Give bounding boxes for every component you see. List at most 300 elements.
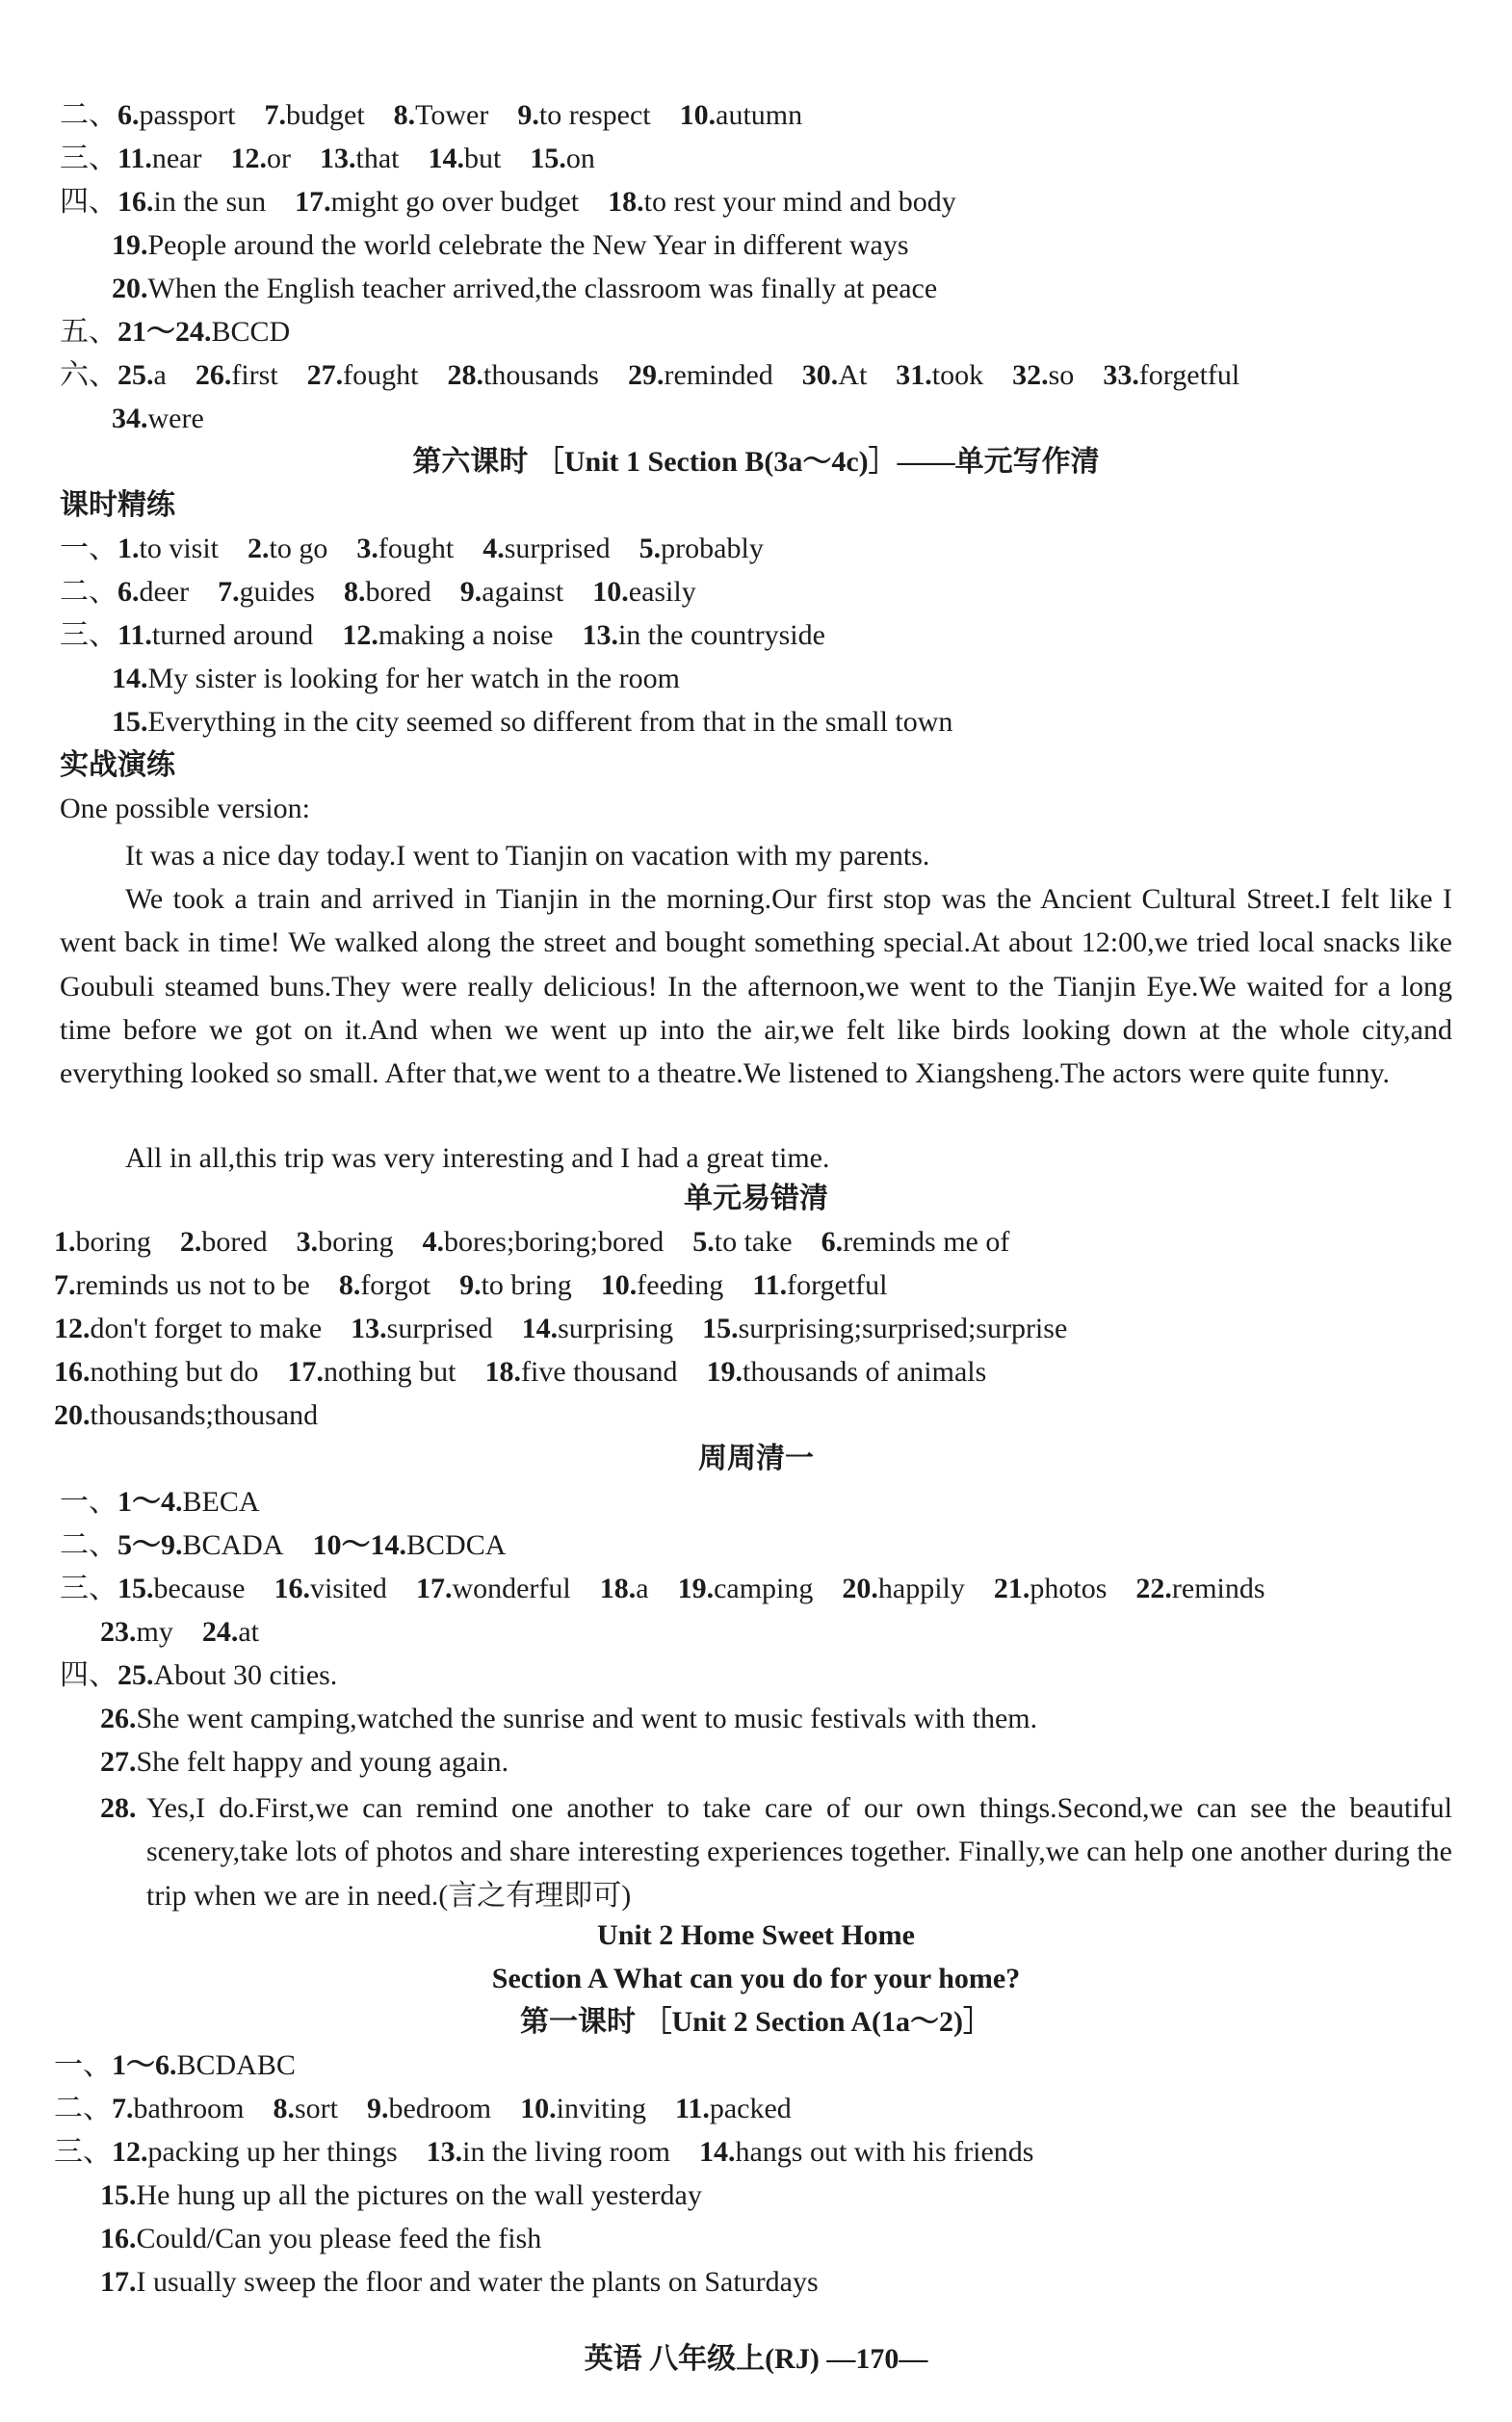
item-number: 27. (306, 359, 344, 391)
item-number: 13. (319, 143, 356, 174)
item-number: 6. (821, 1226, 844, 1258)
item-text: turned around (151, 619, 314, 651)
item-number: 12. (342, 619, 378, 651)
item-text: surprising;surprised;surprise (738, 1313, 1068, 1344)
section-subheading: 实战演练 (60, 749, 175, 781)
item-text: took (931, 359, 984, 391)
item-text: Everything in the city seemed so different from that in the small town (147, 706, 953, 738)
item-number: 11. (752, 1269, 788, 1301)
answer-item (117, 359, 167, 391)
item-number: 11. (674, 2093, 710, 2124)
item-text: because (153, 1573, 246, 1604)
answer-item (288, 1356, 456, 1388)
item-text: bored (201, 1226, 268, 1258)
answer-item (112, 2093, 244, 2124)
item-number: 9. (366, 2093, 389, 2124)
item-number: 1～4. (117, 1486, 183, 1518)
section-marker: 二、 (60, 99, 117, 131)
item-number: 6. (117, 576, 140, 608)
item-number: 34. (112, 403, 148, 434)
answer-line (60, 313, 290, 352)
item-number: 19. (706, 1356, 743, 1388)
item-text: against (482, 576, 564, 608)
answer-item (344, 576, 431, 608)
item-text: He hung up all the pictures on the wall yesterday (136, 2179, 702, 2211)
answer-line (60, 616, 825, 655)
answer-item (100, 1616, 173, 1648)
item-text: first (231, 359, 278, 391)
answer-line (60, 96, 802, 135)
item-text: feeding (637, 1269, 724, 1301)
answer-line (60, 1526, 506, 1565)
answer-item (702, 1313, 1067, 1344)
item-number: 8. (338, 1269, 361, 1301)
item-number: 9. (517, 99, 539, 131)
section-marker: 一、 (60, 533, 117, 564)
item-text: BCCD (211, 316, 291, 348)
item-text: packing up her things (147, 2136, 398, 2168)
answer-item (248, 533, 327, 564)
item-number: 25. (117, 359, 154, 391)
item-number: 17. (415, 1573, 453, 1604)
answer-line (60, 530, 764, 568)
item-number: 16. (100, 2223, 137, 2254)
item-text: to rest your mind and body (643, 186, 956, 218)
answer-item (447, 359, 599, 391)
item-text: in the sun (153, 186, 267, 218)
item-text: near (151, 143, 202, 174)
item-number: 19. (112, 229, 148, 261)
answer-item (1135, 1573, 1264, 1604)
answer-line (100, 1613, 259, 1652)
item-number: 23. (100, 1616, 137, 1648)
answer-item (117, 99, 236, 131)
section-marker: 三、 (60, 619, 117, 651)
item-text: Could/Can you please feed the fish (136, 2223, 542, 2254)
item-number: 1. (54, 1226, 76, 1258)
answer-item (427, 2136, 670, 2168)
item-text: making a noise (378, 619, 554, 651)
essay-paragraph (60, 1136, 1452, 1180)
answer-item (821, 1226, 1010, 1258)
answer-line (54, 1310, 1067, 1348)
essay-label: One possible version: (60, 793, 310, 824)
answer-item (320, 143, 400, 174)
item-number: 32. (1012, 359, 1049, 391)
essay-paragraph (60, 877, 1452, 1095)
item-text: in the living room (462, 2136, 670, 2168)
answer-item (520, 2093, 646, 2124)
item-number: 15. (100, 2179, 137, 2211)
item-number: 28. (447, 359, 483, 391)
section-marker: 三、 (60, 1573, 117, 1604)
item-text: BCDCA (406, 1529, 507, 1561)
answer-line (100, 1743, 508, 1782)
answer-item (692, 1226, 792, 1258)
answer-line (54, 1396, 318, 1435)
answer-item (112, 2136, 398, 2168)
answer-item (54, 1226, 151, 1258)
answer-line (100, 2220, 541, 2258)
answer-item (639, 533, 764, 564)
answer-item (428, 143, 501, 174)
answer-item (707, 1356, 987, 1388)
answer-item (459, 1269, 572, 1301)
item-number: 30. (801, 359, 839, 391)
item-number: 21～24. (117, 316, 212, 348)
answer-item (802, 359, 868, 391)
item-text: bedroom (388, 2093, 492, 2124)
item-number: 14. (521, 1313, 559, 1344)
item-number: 18. (484, 1356, 522, 1388)
section-marker: 二、 (60, 1529, 117, 1561)
item-number: 18. (608, 186, 644, 218)
section-marker: 四、 (60, 1659, 117, 1691)
answer-item (678, 1573, 814, 1604)
item-text: probably (661, 533, 764, 564)
item-text: forgetful (1138, 359, 1240, 391)
item-text: BCADA (182, 1529, 284, 1561)
item-text: thousands;thousand (90, 1399, 319, 1431)
item-number: 14. (428, 143, 464, 174)
answer-item (517, 99, 650, 131)
answer-line (112, 703, 952, 742)
item-text: She went camping,watched the sunrise and went to music festivals with them. (136, 1703, 1038, 1734)
item-number: 8. (343, 576, 366, 608)
essay-text: All in all,this trip was very interesting and I had a great time. (125, 1142, 830, 1174)
item-number: 5～9. (117, 1529, 183, 1561)
answer-item (54, 1313, 322, 1344)
item-number: 21. (993, 1573, 1030, 1604)
answer-item (394, 99, 489, 131)
answer-item (307, 359, 419, 391)
item-number: 7. (54, 1269, 76, 1301)
item-number: 7. (112, 2093, 134, 2124)
item-number: 12. (230, 143, 267, 174)
item-text: My sister is looking for her watch in the room (147, 663, 680, 694)
answer-line (100, 2176, 702, 2215)
answer-line (112, 270, 937, 308)
item-number: 10. (600, 1269, 638, 1301)
item-text: my (136, 1616, 173, 1648)
lesson-title: 第一课时 ［Unit 2 Section A(1a～2)］ (520, 2006, 992, 2038)
answer-item (117, 576, 189, 608)
section-marker: 四、 (60, 186, 117, 218)
answer-line (54, 2133, 1033, 2172)
answer-item (842, 1573, 965, 1604)
item-number: 14. (698, 2136, 736, 2168)
item-text: When the English teacher arrived,the classroom was finally at peace (147, 273, 938, 304)
answer-item (342, 619, 553, 651)
section-title: 单元易错清 (684, 1183, 828, 1214)
answer-item (1012, 359, 1074, 391)
item-text: boring (318, 1226, 394, 1258)
item-text: fought (343, 359, 419, 391)
answer-line (60, 183, 956, 221)
answer-item (582, 619, 824, 651)
item-number: 16. (117, 186, 154, 218)
item-text: thousands of animals (743, 1356, 987, 1388)
item-text: At (838, 359, 868, 391)
item-text: deer (139, 576, 190, 608)
item-number: 10. (679, 99, 717, 131)
answer-item (218, 576, 315, 608)
section-marker: 一、 (54, 2049, 112, 2081)
answer-item (117, 143, 201, 174)
answer-item (680, 99, 803, 131)
answer-line (60, 1656, 337, 1695)
item-text: wonderful (452, 1573, 571, 1604)
item-text: reminded (664, 359, 773, 391)
answer-line (100, 2263, 819, 2302)
item-text: to bring (481, 1269, 572, 1301)
answer-item (896, 359, 983, 391)
item-text: a (153, 359, 167, 391)
answer-item (117, 316, 290, 348)
answer-item (112, 2049, 296, 2081)
item-text: reminds me of (843, 1226, 1010, 1258)
answer-line (60, 1483, 260, 1522)
answer-line (54, 1223, 1009, 1262)
answer-item (196, 359, 278, 391)
item-number: 4. (422, 1226, 444, 1258)
item-text: camping (714, 1573, 814, 1604)
item-text: to respect (538, 99, 651, 131)
item-text: fought (378, 533, 455, 564)
answer-item (230, 143, 291, 174)
item-number: 20. (112, 273, 148, 304)
answer-item (117, 1529, 284, 1561)
item-number: 15. (530, 143, 566, 174)
answer-item (592, 576, 695, 608)
answer-item (313, 1529, 507, 1561)
answer-item (522, 1313, 674, 1344)
answer-item (699, 2136, 1033, 2168)
answer-item (608, 186, 956, 218)
answer-item (202, 1616, 259, 1648)
item-number: 13. (351, 1313, 387, 1344)
answer-item (356, 533, 454, 564)
answer-item (339, 1269, 430, 1301)
answer-item (54, 1356, 259, 1388)
answer-item (367, 2093, 491, 2124)
essay-paragraph (60, 834, 1452, 877)
item-number: 5. (639, 533, 662, 564)
section-title: 周周清一 (698, 1443, 814, 1474)
item-number: 1. (117, 533, 140, 564)
answer-line (60, 1570, 1265, 1608)
item-number: 13. (582, 619, 618, 651)
item-number: 5. (692, 1226, 715, 1258)
item-number: 8. (393, 99, 416, 131)
item-number: 29. (627, 359, 665, 391)
item-number: 17. (295, 186, 331, 218)
answer-line (100, 1700, 1037, 1738)
answer-line (112, 226, 909, 265)
item-number: 4. (482, 533, 505, 564)
item-text: at (238, 1616, 259, 1648)
item-text: to take (714, 1226, 793, 1258)
item-text: BECA (182, 1486, 260, 1518)
item-number: 31. (896, 359, 932, 391)
item-text: budget (286, 99, 365, 131)
item-number: 9. (459, 1269, 482, 1301)
item-text: happily (877, 1573, 965, 1604)
item-text: might go over budget (330, 186, 580, 218)
answer-item (117, 186, 266, 218)
item-number: 19. (677, 1573, 715, 1604)
section-marker: 五、 (60, 316, 117, 348)
item-number: 3. (356, 533, 378, 564)
item-text: forgetful (787, 1269, 888, 1301)
item-text: packed (709, 2093, 792, 2124)
answer-line (60, 140, 595, 178)
item-number: 26. (100, 1703, 137, 1734)
item-number: 14. (112, 663, 148, 694)
answer-item (117, 619, 313, 651)
answer-item (600, 1573, 649, 1604)
answer-item (994, 1573, 1108, 1604)
answer-item (273, 2093, 338, 2124)
item-number: 11. (117, 619, 152, 651)
item-text: forgot (360, 1269, 431, 1301)
item-text: in the countryside (617, 619, 825, 651)
answer-item (117, 1659, 337, 1691)
item-text: nothing but (324, 1356, 456, 1388)
item-text: I usually sweep the floor and water the plants on Saturdays (136, 2266, 819, 2298)
item-text: bored (365, 576, 431, 608)
answer-item (351, 1313, 492, 1344)
item-text: reminds (1171, 1573, 1265, 1604)
answer-item (675, 2093, 792, 2124)
item-number: 20. (54, 1399, 91, 1431)
answer-item (416, 1573, 571, 1604)
answer-item (752, 1269, 887, 1301)
item-number: 15. (117, 1573, 154, 1604)
answer-item (482, 533, 610, 564)
answer-item (117, 533, 219, 564)
item-text: a (636, 1573, 649, 1604)
item-number: 12. (112, 2136, 148, 2168)
item-number: 15. (702, 1313, 739, 1344)
item-number: 10. (592, 576, 629, 608)
answer-line (54, 2046, 296, 2085)
section-marker: 二、 (60, 576, 117, 608)
answer-paragraph (100, 1786, 1452, 1917)
lesson-title: 第六课时 ［Unit 1 Section B(3a～4c)］——单元写作清 (412, 446, 1100, 478)
answer-item (1103, 359, 1239, 391)
item-text: She felt happy and young again. (136, 1746, 509, 1778)
item-text: BCDABC (176, 2049, 296, 2081)
answer-item (274, 1573, 387, 1604)
item-number: 22. (1135, 1573, 1172, 1604)
item-text: bores;boring;bored (443, 1226, 665, 1258)
item-text: surprised (504, 533, 611, 564)
answer-item (117, 1486, 260, 1518)
item-text: Tower (415, 99, 489, 131)
answer-line (112, 400, 204, 438)
item-number: 33. (1103, 359, 1139, 391)
item-number: 20. (842, 1573, 878, 1604)
answer-item (180, 1226, 268, 1258)
answer-item (265, 99, 365, 131)
item-number: 10. (520, 2093, 557, 2124)
item-number: 1～6. (112, 2049, 177, 2081)
item-text: sort (294, 2093, 338, 2124)
answer-item (297, 1226, 394, 1258)
answer-item (601, 1269, 723, 1301)
answer-item (422, 1226, 664, 1258)
answer-line (54, 2090, 792, 2128)
section-marker: 二、 (54, 2093, 112, 2124)
item-number: 28. (100, 1792, 137, 1824)
item-text: bathroom (133, 2093, 245, 2124)
item-text: boring (75, 1226, 151, 1258)
page-footer: 英语 八年级上(RJ) —170— (584, 2343, 928, 2375)
item-text: easily (628, 576, 696, 608)
section-marker: 三、 (60, 143, 117, 174)
item-number: 16. (54, 1356, 91, 1388)
item-number: 24. (201, 1616, 239, 1648)
answer-item (295, 186, 579, 218)
answer-item (54, 1399, 318, 1431)
item-number: 17. (287, 1356, 325, 1388)
item-text: surprising (558, 1313, 674, 1344)
item-number: 25. (117, 1659, 154, 1691)
answer-line (54, 1353, 986, 1392)
item-text: surprised (386, 1313, 493, 1344)
answer-line (112, 660, 680, 698)
item-text: on (565, 143, 595, 174)
item-text: visited (309, 1573, 387, 1604)
item-text: were (147, 403, 204, 434)
answer-line (60, 356, 1239, 395)
section-marker: 一、 (60, 1486, 117, 1518)
item-number: 2. (179, 1226, 202, 1258)
answer-item (628, 359, 773, 391)
item-text: autumn (716, 99, 803, 131)
answer-item (530, 143, 595, 174)
item-number: 3. (296, 1226, 319, 1258)
answer-item (460, 576, 563, 608)
item-number: 18. (599, 1573, 637, 1604)
item-number: 13. (426, 2136, 463, 2168)
item-text: to visit (139, 533, 220, 564)
unit-title: Unit 2 Home Sweet Home (597, 1919, 915, 1951)
item-text: reminds us not to be (75, 1269, 310, 1301)
item-text: to go (269, 533, 328, 564)
item-number: 8. (273, 2093, 295, 2124)
item-text: About 30 cities. (153, 1659, 338, 1691)
answer-item (485, 1356, 678, 1388)
item-text: don't forget to make (90, 1313, 323, 1344)
item-number: 10～14. (312, 1529, 407, 1561)
item-text: photos (1030, 1573, 1108, 1604)
section-marker: 六、 (60, 359, 117, 391)
item-number: 9. (459, 576, 482, 608)
answer-line (60, 573, 696, 612)
item-text: Yes,I do.First,we can remind one another to take care of our own things.Second,we can see the beautiful scenery,take lots of photos and share interesting experiences together. Finally,we can help one another during the trip when we are in need.(言之有理即可) (146, 1792, 1452, 1912)
answer-item (117, 1573, 245, 1604)
item-text: inviting (556, 2093, 646, 2124)
item-number: 12. (54, 1313, 91, 1344)
answer-item (54, 1269, 310, 1301)
answer-line (54, 1266, 888, 1305)
item-number: 7. (264, 99, 286, 131)
section-marker: 三、 (54, 2136, 112, 2168)
item-number: 17. (100, 2266, 137, 2298)
section-subheading: 课时精练 (60, 489, 175, 521)
